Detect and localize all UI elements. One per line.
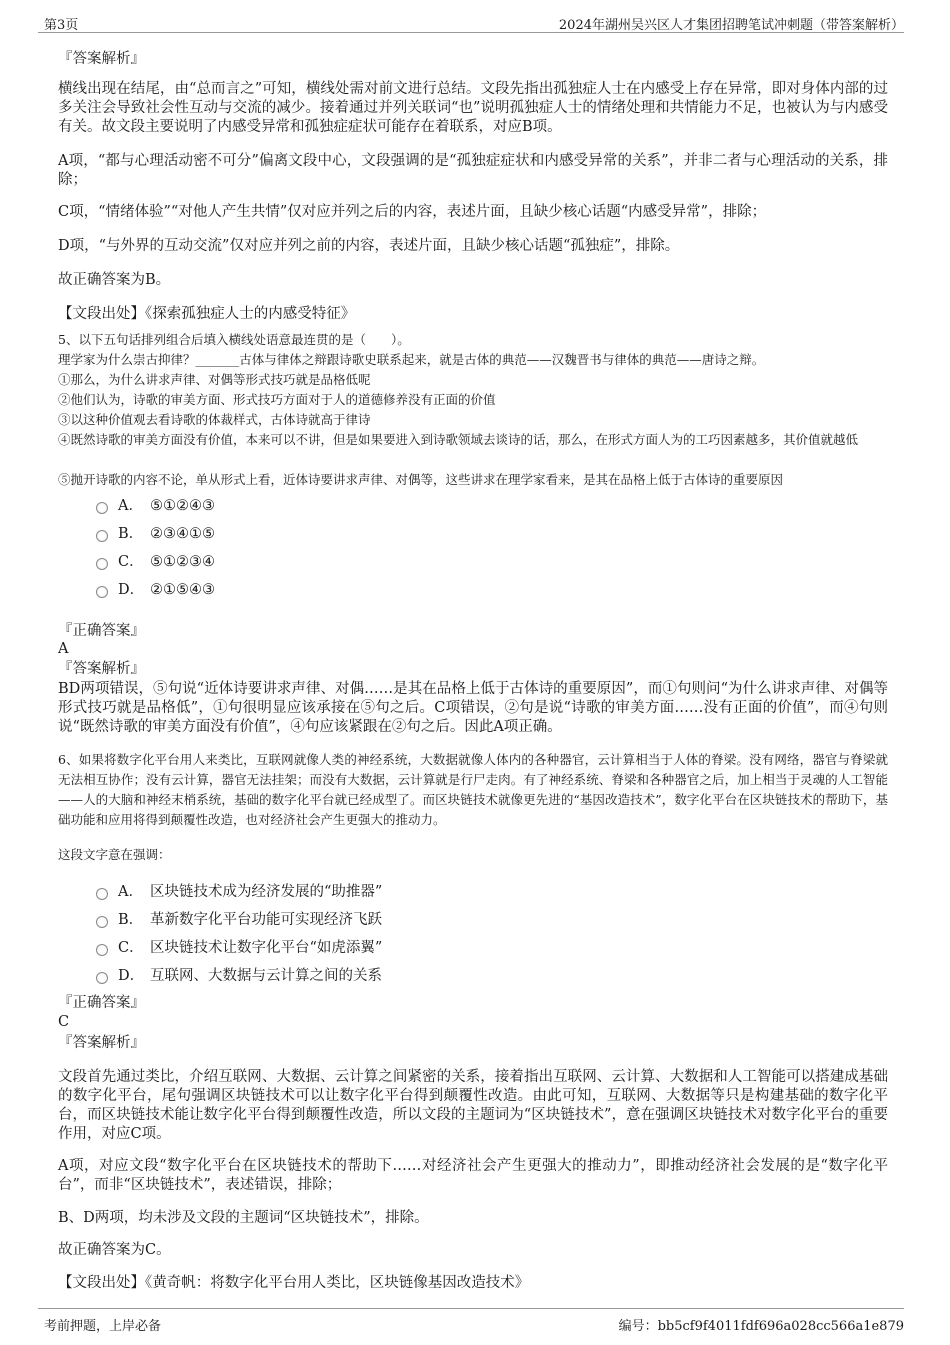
q5-answer: A (58, 641, 69, 657)
q5-passage: 理学家为什么崇古抑律？_______古体与律体之辩跟诗歌史联系起来，就是古体的典范——汉魏晋书与律体的典范——唐诗之辩。 (58, 352, 765, 367)
q6-stem: 6、如果将数字化平台用人来类比，互联网就像人类的神经系统，大数据就像人体内的各种器官，云计算相当于人体的脊梁。没有网络，器官与脊梁就无法相互协作；没有云计算，器官无法挂架；而没有大数据，云计算就是行尸走肉。有了神经系统、脊梁和各种器官之后，加上相当于灵魂的人工智能——人的大脑和神经末梢系统，基础的数字化平台就已经成型了。而区块链技术就像更先进的“基因改造技术”，数字化平台在区块链技术的帮助下，基础功能和应用将得到颠覆性改造，也对经济社会产生更强大的推动力。 (58, 752, 888, 827)
q5-sentence-4: ④既然诗歌的审美方面没有价值，本来可以不讲，但是如果要进入到诗歌领域去谈诗的话，那么，在形式方面人为的工巧因素越多，其价值就越低 (58, 432, 859, 447)
q6-answer-heading: 『正确答案』 (58, 995, 145, 1011)
q5-stem: 5、以下五句话排列组合后填入横线处语意最连贯的是（ ）。 (58, 332, 410, 347)
page-footer (38, 1308, 904, 1335)
radio-icon[interactable] (96, 502, 108, 514)
q5-analysis-heading: 『答案解析』 (58, 661, 145, 677)
q4-item-d: D项，“与外界的互动交流”仅对应并列之前的内容，表述片面，且缺少核心话题“孤独症”，排除。 (58, 238, 680, 254)
q5-sentence-1: ①那么，为什么讲求声律、对偶等形式技巧就是品格低呢 (58, 372, 371, 387)
q5-option-c[interactable]: C． ⑤①②③④ (96, 550, 215, 570)
q5-sentence-2: ②他们认为，诗歌的审美方面、形式技巧方面对于人的道德修养没有正面的价值 (58, 392, 496, 407)
q6-question: 这段文字意在强调： (58, 847, 171, 862)
radio-icon[interactable] (96, 916, 108, 928)
q6-analysis-heading: 『答案解析』 (58, 1035, 145, 1051)
radio-icon[interactable] (96, 530, 108, 542)
q6-option-b[interactable]: B． 革新数字化平台功能可实现经济飞跃 (96, 908, 382, 928)
radio-icon[interactable] (96, 972, 108, 984)
q4-item-a: A项，“都与心理活动密不可分”偏离文段中心，文段强调的是“孤独症症状和内感受异常的关系”，并非二者与心理活动的关系，排除； (58, 153, 888, 188)
q6-option-a[interactable]: A． 区块链技术成为经济发展的“助推器” (96, 880, 382, 900)
q5-option-b[interactable]: B． ②③④①⑤ (96, 522, 215, 542)
q6-option-c[interactable]: C． 区块链技术让数字化平台“如虎添翼” (96, 936, 382, 956)
q4-item-c: C项，“情绪体验”“对他人产生共情”仅对应并列之后的内容，表述片面，且缺少核心话题“内感受异常”，排除； (58, 204, 767, 220)
q5-option-d[interactable]: D． ②①⑤④③ (96, 578, 215, 598)
page-number: 第3页 (44, 18, 79, 33)
q5-sentence-5: ⑤抛开诗歌的内容不论，单从形式上看，近体诗要讲求声律、对偶等，这些讲求在理学家看来，是其在品格上低于古体诗的重要原因 (58, 472, 784, 487)
page-header (38, 10, 904, 33)
q5-option-a[interactable]: A． ⑤①②④③ (96, 494, 215, 514)
q6-analysis: 文段首先通过类比，介绍互联网、大数据、云计算之间紧密的关系，接着指出互联网、云计算、大数据和人工智能可以搭建成基础的数字化平台，尾句强调区块链技术可以让数字化平台得到颠覆性改造。由此可知，互联网、大数据等只是构建基础的数字化平台，而区块链技术能让数字化平台得到颠覆性改造，所以文段的主题词为“区块链技术”，意在强调区块链技术对数字化平台的重要作用，对应C项。 (58, 1069, 888, 1142)
radio-icon[interactable] (96, 888, 108, 900)
q4-conclusion: 故正确答案为B。 (58, 272, 171, 288)
q6-option-d[interactable]: D． 互联网、大数据与云计算之间的关系 (96, 964, 382, 984)
q4-source: 【文段出处】《探索孤独症人士的内感受特征》 (58, 306, 356, 322)
q5-analysis: BD两项错误，⑤句说“近体诗要讲求声律、对偶……是其在品格上低于古体诗的重要原因”，而①句则问“为什么讲求声律、对偶等形式技巧就是品格低”，①句很明显应该承接在⑤句之后。C项错误，②句是说“诗歌的审美方面……没有正面的价值”，而④句则说“既然诗歌的审美方面没有价值”，④句应该紧跟在②句之后。因此A项正确。 (58, 681, 888, 735)
radio-icon[interactable] (96, 586, 108, 598)
document-id: 编号：bb5cf9f4011fdf696a028cc566a1e879 (618, 1319, 904, 1334)
q6-source: 【文段出处】《黄奇帆：将数字化平台用人类比，区块链像基因改造技术》 (58, 1275, 530, 1291)
document-title: 2024年湖州吴兴区人才集团招聘笔试冲刺题（带答案解析） (558, 18, 904, 33)
q5-answer-heading: 『正确答案』 (58, 623, 145, 639)
q6-item-bd: B、D两项，均未涉及文段的主题词“区块链技术”，排除。 (58, 1210, 429, 1226)
q4-analysis: 横线出现在结尾，由“总而言之”可知，横线处需对前文进行总结。文段先指出孤独症人士在内感受上存在异常，即对身体内部的过多关注会导致社会性互动与交流的减少。接着通过并列关联词“也”说明孤独症人士的情绪处理和共情能力不足，也被认为与内感受有关。故文段主要说明了内感受异常和孤独症症状可能存在着联系，对应B项。 (58, 81, 888, 135)
q6-answer: C (58, 1014, 70, 1030)
footer-slogan: 考前押题，上岸必备 (44, 1319, 162, 1334)
q5-sentence-3: ③以这种价值观去看诗歌的体裁样式，古体诗就高于律诗 (58, 412, 371, 427)
radio-icon[interactable] (96, 558, 108, 570)
q4-analysis-heading: 『答案解析』 (58, 51, 145, 67)
radio-icon[interactable] (96, 944, 108, 956)
q6-item-a: A项，对应文段“数字化平台在区块链技术的帮助下……对经济社会产生更强大的推动力”，即推动经济社会发展的是“数字化平台”，而非“区块链技术”，表述错误，排除； (58, 1158, 888, 1193)
q6-conclusion: 故正确答案为C。 (58, 1242, 171, 1258)
